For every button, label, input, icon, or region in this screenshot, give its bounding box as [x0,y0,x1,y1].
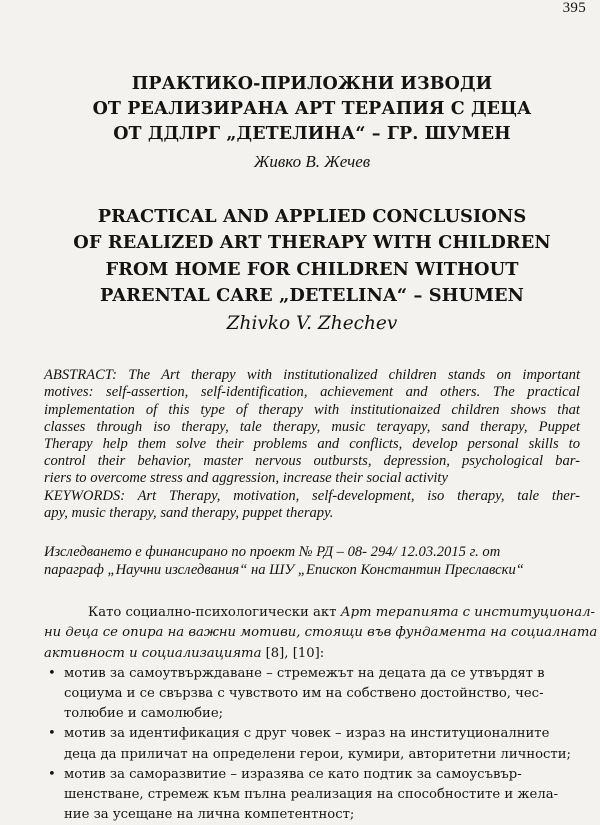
bulgarian-title-line-3: ОТ ДДЛРГ „ДЕТЕЛИНА“ – ГР. ШУМЕН [113,124,511,144]
abstract-line: Therapy help them solve their problems and conflicts, develop personal skills to [44,436,580,452]
bullet-icon: • [48,766,56,782]
bullet-icon: • [48,726,56,742]
motives-list [44,664,580,825]
keywords-line: KEYWORDS: Art Therapy, motivation, self-development, iso therapy, tale ther- [44,487,580,504]
body-text [44,603,598,825]
abstract-line: motives: self-assertion, self-identification, achievement and others. The practical [44,384,580,401]
bullet-icon: • [48,665,56,681]
intro-line-3 [44,644,580,664]
list-item-line: мотив за идентификация с друг човек – израз на институционалните [64,726,550,742]
english-title-line-4: PARENTAL CARE „DETELINA“ – SHUMEN [100,284,524,306]
intro-emphasis: важни мотиви, стоящи във фундамента на социалната [188,625,598,641]
intro-emphasis: активност и социализацията [44,645,262,661]
bulgarian-title [44,0,580,147]
abstract [44,367,580,522]
keywords-line: apy, music therapy, sand therapy, puppet therapy. [44,504,334,521]
english-title-line-3: FROM HOME FOR CHILDREN WITHOUT [105,258,519,280]
list-item-line: шенстване, стремеж към пълна реализация на способностите и жела- [64,787,559,803]
bulgarian-title-line-1: ПРАКТИКО-ПРИЛОЖНИ ИЗВОДИ [131,74,493,94]
list-item [44,765,580,825]
bulgarian-title-line-2: ОТ РЕАЛИЗИРАНА АРТ ТЕРАПИЯ С ДЕЦА [92,99,532,119]
abstract-line: classes through iso therapy, tale therapy, music terayapy, sand therapy, Puppet [44,418,580,435]
intro-text: [8], [10]: [261,645,325,661]
english-title [44,204,580,309]
intro-text: Като социално-психологически акт [88,605,341,621]
funding-line-2: параграф „Научни изследвания“ на ШУ „Епископ Константин Преславски“ [44,561,524,578]
abstract-line: riers to overcome stress and aggression, increase their social activity [44,470,448,487]
abstract-line: ABSTRACT: The Art therapy with institutionalized children stands on important [44,367,580,384]
bulgarian-author: Живко В. Жечев [253,152,371,171]
intro-emphasis: ни деца се опира на [44,625,189,641]
list-item [44,664,580,725]
intro-paragraph [44,603,598,664]
funding-line-1: Изследването е финансирано по проект № РД – 08- 294/ 12.03.2015 г. от [44,544,501,561]
funding-note [44,544,580,579]
list-item-line: толюбие и самолюбие; [64,706,224,722]
page-number: 395 [562,0,586,16]
intro-line-2 [44,623,598,643]
abstract-text [44,367,580,487]
keywords [44,488,580,522]
list-item [44,724,580,764]
abstract-line: control their behavior, master nervous outbursts, depression, psychological bar- [44,453,580,470]
list-item-line: деца да приличат на определени герои, кумири, авторитетни личности; [64,746,571,762]
english-author: Zhivko V. Zhechev [226,313,398,335]
list-item-line: мотив за саморазвитие – изразява се като подтик за самоусъвър- [64,766,522,782]
list-item-line: ние за усещане на лична компетентност; [64,807,355,823]
english-title-line-1: PRACTICAL AND APPLIED CONCLUSIONS [97,206,527,227]
list-item-line: мотив за самоутвърждаване – стремежът на децата да се утвърдят в [64,665,545,681]
intro-line-1 [44,603,595,623]
abstract-line: implementation of this type of therapy with institutionaized children shows that [44,401,580,418]
list-item-line: социума и се свързва с чувството им на собствено достойнство, чес- [64,686,544,702]
intro-emphasis: Арт терапията с институционал- [340,605,595,621]
english-title-line-2: OF REALIZED ART THERAPY WITH CHILDREN [73,232,551,254]
